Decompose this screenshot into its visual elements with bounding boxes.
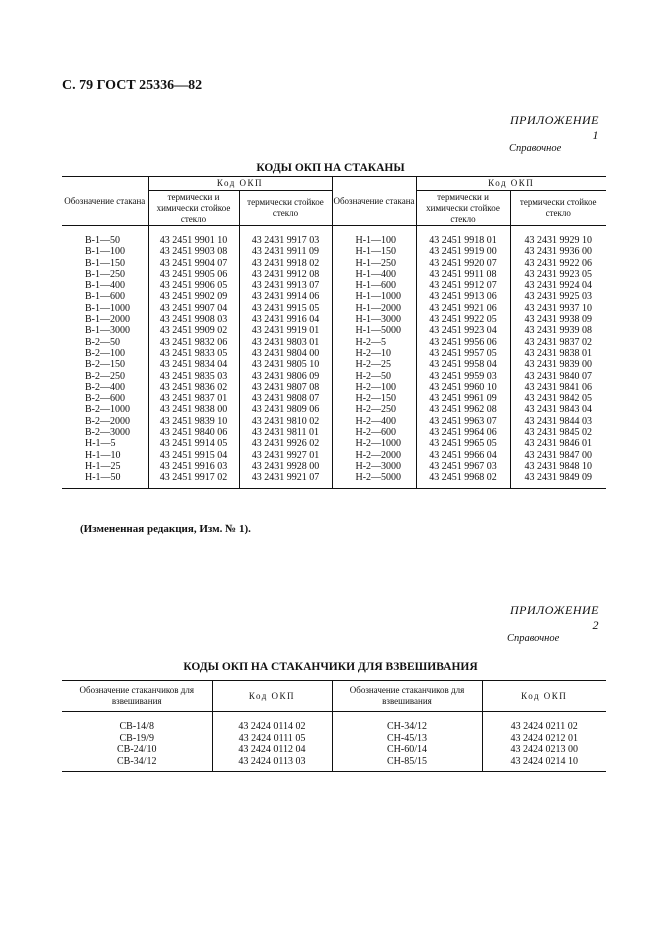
code-thermo-cell: 43 2431 9938 09 bbox=[524, 314, 592, 326]
code-thermo-cell: 43 2431 9849 09 bbox=[524, 472, 592, 484]
code-thermo-cell: 43 2431 9806 09 bbox=[239, 371, 332, 382]
designation-cell: СН-60/14 bbox=[332, 744, 482, 756]
code-thermo-cell: 43 2431 9841 06 bbox=[524, 381, 592, 393]
code-thermo-cell: 43 2431 9916 04 bbox=[239, 314, 332, 325]
code-thermo-chem-cell: 43 2451 9917 02 bbox=[148, 472, 239, 483]
designation-cell: В-2—150 bbox=[62, 359, 148, 370]
table-row bbox=[62, 359, 606, 370]
code-thermo-chem-cell: 43 2451 9834 04 bbox=[148, 359, 239, 370]
designation-cell: Н-1—100 bbox=[332, 235, 416, 246]
code-thermo-cell: 43 2431 9840 07 bbox=[524, 370, 592, 382]
designation-cell: Н-2—10 bbox=[332, 348, 416, 359]
code-thermo-chem-cell: 43 2451 9837 01 bbox=[148, 393, 239, 404]
code-cell: 43 2424 0113 03 bbox=[212, 756, 332, 768]
table-1-title: КОДЫ ОКП НА СТАКАНЫ bbox=[256, 162, 405, 174]
code-thermo-cell: 43 2431 9807 08 bbox=[239, 382, 332, 393]
code-thermo-cell: 43 2431 9808 07 bbox=[239, 393, 332, 404]
code-thermo-chem-cell: 43 2451 9913 06 bbox=[416, 291, 510, 302]
code-thermo-chem-cell: 43 2451 9964 06 bbox=[416, 427, 510, 438]
header-thermo-left: термически стойкое стекло bbox=[239, 191, 332, 226]
designation-cell: В-1—150 bbox=[62, 258, 148, 269]
designation-cell: СН-45/13 bbox=[332, 733, 482, 745]
code-thermo-chem-cell: 43 2451 9836 02 bbox=[148, 382, 239, 393]
designation-cell: СН-85/15 bbox=[332, 756, 482, 768]
table-row bbox=[62, 404, 606, 415]
header-kod-okp-left: Код ОКП bbox=[212, 681, 332, 712]
code-thermo-chem-cell: 43 2451 9909 02 bbox=[148, 325, 239, 336]
designation-cell: В-2—50 bbox=[62, 337, 148, 348]
designation-cell: Н-1—2000 bbox=[332, 303, 416, 314]
table-row bbox=[62, 450, 606, 461]
appendix-2-label bbox=[507, 603, 599, 644]
code-thermo-cell: 43 2431 9803 01 bbox=[239, 337, 332, 348]
code-thermo-cell: 43 2431 9915 05 bbox=[239, 303, 332, 314]
designation-cell: Н-2—50 bbox=[332, 371, 416, 382]
appendix-1-title: ПРИЛОЖЕНИЕ 1 bbox=[510, 113, 599, 142]
designation-cell: Н-2—3000 bbox=[332, 461, 416, 472]
designation-cell: Н-2—150 bbox=[332, 393, 416, 404]
code-thermo-chem-cell: 43 2451 9967 03 bbox=[416, 461, 510, 472]
table-weighing-bottles-okp bbox=[62, 680, 606, 772]
table-row bbox=[62, 756, 606, 768]
table-row bbox=[62, 416, 606, 427]
designation-cell: Н-1—150 bbox=[332, 246, 416, 257]
code-cell: 43 2424 0112 04 bbox=[212, 744, 332, 756]
designation-cell: Н-2—5000 bbox=[332, 472, 416, 483]
code-cell: 43 2424 0211 02 bbox=[510, 721, 578, 732]
amendment-note: (Измененная редакция, Изм. № 1). bbox=[80, 523, 251, 535]
code-cell: 43 2424 0213 00 bbox=[510, 744, 578, 755]
table-row bbox=[62, 246, 606, 257]
code-thermo-chem-cell: 43 2451 9961 09 bbox=[416, 393, 510, 404]
table-row bbox=[62, 303, 606, 314]
table-row bbox=[62, 314, 606, 325]
table-1-body bbox=[62, 226, 606, 489]
code-thermo-chem-cell: 43 2451 9966 04 bbox=[416, 450, 510, 461]
designation-cell: В-2—3000 bbox=[62, 427, 148, 438]
code-thermo-chem-cell: 43 2451 9960 10 bbox=[416, 382, 510, 393]
table-row bbox=[62, 280, 606, 291]
designation-cell: В-2—100 bbox=[62, 348, 148, 359]
code-thermo-chem-cell: 43 2451 9923 04 bbox=[416, 325, 510, 336]
code-thermo-chem-cell: 43 2451 9838 00 bbox=[148, 404, 239, 415]
table-row bbox=[62, 348, 606, 359]
code-thermo-chem-cell: 43 2451 9908 03 bbox=[148, 314, 239, 325]
table-row bbox=[62, 461, 606, 472]
appendix-2-subtitle: Справочное bbox=[507, 633, 560, 644]
code-thermo-cell: 43 2431 9837 02 bbox=[524, 336, 592, 348]
designation-cell: Н-1—50 bbox=[62, 472, 148, 483]
code-thermo-chem-cell: 43 2451 9915 04 bbox=[148, 450, 239, 461]
designation-cell: В-2—600 bbox=[62, 393, 148, 404]
code-cell: 43 2424 0114 02 bbox=[212, 721, 332, 733]
header-thermo-chem-right: термически и химически стойкое стекло bbox=[416, 191, 510, 226]
table-row bbox=[62, 472, 606, 483]
designation-cell: Н-2—25 bbox=[332, 359, 416, 370]
table-row bbox=[62, 235, 606, 246]
designation-cell: В-2—250 bbox=[62, 371, 148, 382]
code-thermo-cell: 43 2431 9805 10 bbox=[239, 359, 332, 370]
designation-cell: Н-2—250 bbox=[332, 404, 416, 415]
designation-cell: Н-1—600 bbox=[332, 280, 416, 291]
code-thermo-cell: 43 2431 9927 01 bbox=[239, 450, 332, 461]
code-thermo-chem-cell: 43 2451 9958 04 bbox=[416, 359, 510, 370]
code-cell: 43 2424 0212 01 bbox=[510, 732, 578, 744]
table-row bbox=[62, 721, 606, 733]
designation-cell: Н-2—2000 bbox=[332, 450, 416, 461]
designation-cell: Н-1—250 bbox=[332, 258, 416, 269]
table-row bbox=[62, 427, 606, 438]
code-thermo-cell: 43 2431 9847 00 bbox=[524, 449, 592, 461]
table-row bbox=[62, 325, 606, 336]
code-thermo-cell: 43 2431 9846 01 bbox=[524, 438, 592, 450]
code-thermo-cell: 43 2431 9804 00 bbox=[239, 348, 332, 359]
code-thermo-chem-cell: 43 2451 9959 03 bbox=[416, 371, 510, 382]
designation-cell: В-1—250 bbox=[62, 269, 148, 280]
code-thermo-cell: 43 2431 9928 00 bbox=[239, 461, 332, 472]
code-thermo-chem-cell: 43 2451 9920 07 bbox=[416, 258, 510, 269]
designation-cell: В-1—50 bbox=[62, 235, 148, 246]
code-thermo-chem-cell: 43 2451 9963 07 bbox=[416, 416, 510, 427]
code-thermo-cell: 43 2431 9842 05 bbox=[524, 393, 592, 405]
table-row bbox=[62, 258, 606, 269]
code-thermo-chem-cell: 43 2451 9903 08 bbox=[148, 246, 239, 257]
designation-cell: Н-1—3000 bbox=[332, 314, 416, 325]
designation-cell: В-2—400 bbox=[62, 382, 148, 393]
code-thermo-cell: 43 2431 9922 06 bbox=[524, 257, 592, 269]
designation-cell: Н-2—100 bbox=[332, 382, 416, 393]
designation-cell: Н-1—10 bbox=[62, 450, 148, 461]
designation-cell: СВ-24/10 bbox=[62, 744, 212, 756]
page-header: С. 79 ГОСТ 25336—82 bbox=[62, 78, 203, 93]
designation-cell: В-2—1000 bbox=[62, 404, 148, 415]
table-row bbox=[62, 382, 606, 393]
code-cell: 43 2424 0214 10 bbox=[510, 755, 578, 767]
designation-cell: Н-2—400 bbox=[332, 416, 416, 427]
header-kod-okp-right: Код ОКП bbox=[416, 177, 606, 191]
designation-cell: В-1—600 bbox=[62, 291, 148, 302]
header-kod-okp-right: Код ОКП bbox=[521, 690, 568, 701]
code-thermo-chem-cell: 43 2451 9957 05 bbox=[416, 348, 510, 359]
code-thermo-chem-cell: 43 2451 9914 05 bbox=[148, 438, 239, 449]
code-thermo-cell: 43 2431 9913 07 bbox=[239, 280, 332, 291]
code-thermo-chem-cell: 43 2451 9839 10 bbox=[148, 416, 239, 427]
code-thermo-cell: 43 2431 9848 10 bbox=[524, 460, 592, 472]
code-thermo-chem-cell: 43 2451 9912 07 bbox=[416, 280, 510, 291]
header-thermo-right: термически стойкое стекло bbox=[519, 197, 597, 218]
code-thermo-chem-cell: 43 2451 9833 05 bbox=[148, 348, 239, 359]
code-thermo-cell: 43 2431 9914 06 bbox=[239, 291, 332, 302]
designation-cell: Н-1—400 bbox=[332, 269, 416, 280]
code-thermo-cell: 43 2431 9923 05 bbox=[524, 268, 592, 280]
code-thermo-cell: 43 2431 9926 02 bbox=[239, 438, 332, 449]
code-thermo-cell: 43 2431 9921 07 bbox=[239, 472, 332, 483]
code-thermo-chem-cell: 43 2451 9840 06 bbox=[148, 427, 239, 438]
code-thermo-cell: 43 2431 9917 03 bbox=[239, 235, 332, 246]
designation-cell: В-1—400 bbox=[62, 280, 148, 291]
designation-cell: СВ-34/12 bbox=[62, 756, 212, 768]
appendix-2-title: ПРИЛОЖЕНИЕ 2 bbox=[510, 603, 599, 632]
code-cell: 43 2424 0111 05 bbox=[212, 733, 332, 745]
code-thermo-chem-cell: 43 2451 9922 05 bbox=[416, 314, 510, 325]
header-designation-left: Обозначение стаканчиков для взвешивания bbox=[62, 681, 212, 712]
table-2-body bbox=[62, 712, 606, 772]
code-thermo-chem-cell: 43 2451 9965 05 bbox=[416, 438, 510, 449]
designation-cell: В-1—100 bbox=[62, 246, 148, 257]
designation-cell: СВ-19/9 bbox=[62, 733, 212, 745]
code-thermo-chem-cell: 43 2451 9911 08 bbox=[416, 269, 510, 280]
code-thermo-cell: 43 2431 9939 08 bbox=[524, 325, 592, 337]
code-thermo-chem-cell: 43 2451 9921 06 bbox=[416, 303, 510, 314]
code-thermo-cell: 43 2431 9924 04 bbox=[524, 280, 592, 292]
designation-cell: Н-1—5000 bbox=[332, 325, 416, 336]
table-row bbox=[62, 291, 606, 302]
table-row bbox=[62, 393, 606, 404]
designation-cell: Н-2—1000 bbox=[332, 438, 416, 449]
code-thermo-cell: 43 2431 9811 01 bbox=[239, 427, 332, 438]
code-thermo-cell: 43 2431 9936 00 bbox=[524, 246, 592, 258]
code-thermo-chem-cell: 43 2451 9904 07 bbox=[148, 258, 239, 269]
header-thermo-chem-left: термически и химически стойкое стекло bbox=[148, 191, 239, 226]
code-thermo-chem-cell: 43 2451 9918 01 bbox=[416, 235, 510, 246]
designation-cell: Н-1—5 bbox=[62, 438, 148, 449]
code-thermo-cell: 43 2431 9918 02 bbox=[239, 258, 332, 269]
code-thermo-chem-cell: 43 2451 9902 09 bbox=[148, 291, 239, 302]
table-row bbox=[62, 371, 606, 382]
code-thermo-chem-cell: 43 2451 9919 00 bbox=[416, 246, 510, 257]
code-thermo-chem-cell: 43 2451 9835 03 bbox=[148, 371, 239, 382]
designation-cell: Н-1—25 bbox=[62, 461, 148, 472]
table-row bbox=[62, 438, 606, 449]
code-thermo-chem-cell: 43 2451 9916 03 bbox=[148, 461, 239, 472]
table-2-title: КОДЫ ОКП НА СТАКАНЧИКИ ДЛЯ ВЗВЕШИВАНИЯ bbox=[183, 661, 478, 673]
table-row bbox=[62, 269, 606, 280]
code-thermo-chem-cell: 43 2451 9962 08 bbox=[416, 404, 510, 415]
code-thermo-cell: 43 2431 9839 00 bbox=[524, 359, 592, 371]
designation-cell: Н-1—1000 bbox=[332, 291, 416, 302]
appendix-1-label bbox=[509, 113, 599, 154]
code-thermo-chem-cell: 43 2451 9907 04 bbox=[148, 303, 239, 314]
table-beakers-okp bbox=[62, 176, 606, 489]
code-thermo-chem-cell: 43 2451 9906 05 bbox=[148, 280, 239, 291]
code-thermo-cell: 43 2431 9919 01 bbox=[239, 325, 332, 336]
header-designation-left: Обозначение стакана bbox=[62, 177, 148, 226]
code-thermo-cell: 43 2431 9911 09 bbox=[239, 246, 332, 257]
code-thermo-cell: 43 2431 9845 02 bbox=[524, 427, 592, 439]
code-thermo-cell: 43 2431 9925 03 bbox=[524, 291, 592, 303]
code-thermo-cell: 43 2431 9929 10 bbox=[524, 235, 592, 246]
code-thermo-cell: 43 2431 9912 08 bbox=[239, 269, 332, 280]
designation-cell: В-1—1000 bbox=[62, 303, 148, 314]
designation-cell: В-2—2000 bbox=[62, 416, 148, 427]
designation-cell: Н-2—5 bbox=[332, 337, 416, 348]
code-thermo-cell: 43 2431 9843 04 bbox=[524, 404, 592, 416]
designation-cell: В-1—3000 bbox=[62, 325, 148, 336]
designation-cell: В-1—2000 bbox=[62, 314, 148, 325]
table-row bbox=[62, 733, 606, 745]
code-thermo-chem-cell: 43 2451 9968 02 bbox=[416, 472, 510, 483]
designation-cell: СВ-14/8 bbox=[62, 721, 212, 733]
appendix-1-subtitle: Справочное bbox=[509, 143, 562, 154]
designation-cell: СН-34/12 bbox=[332, 721, 482, 733]
code-thermo-chem-cell: 43 2451 9956 06 bbox=[416, 337, 510, 348]
code-thermo-chem-cell: 43 2451 9905 06 bbox=[148, 269, 239, 280]
designation-cell: Н-2—600 bbox=[332, 427, 416, 438]
code-thermo-cell: 43 2431 9844 03 bbox=[524, 415, 592, 427]
code-thermo-cell: 43 2431 9810 02 bbox=[239, 416, 332, 427]
code-thermo-cell: 43 2431 9937 10 bbox=[524, 302, 592, 314]
table-row bbox=[62, 744, 606, 756]
code-thermo-chem-cell: 43 2451 9832 06 bbox=[148, 337, 239, 348]
code-thermo-cell: 43 2431 9838 01 bbox=[524, 347, 592, 359]
header-designation-right: Обозначение стаканчиков для взвешивания bbox=[332, 681, 482, 712]
header-kod-okp-left: Код ОКП bbox=[148, 177, 332, 191]
header-designation-right: Обозначение стакана bbox=[332, 177, 416, 226]
code-thermo-cell: 43 2431 9809 06 bbox=[239, 404, 332, 415]
table-row bbox=[62, 337, 606, 348]
code-thermo-chem-cell: 43 2451 9901 10 bbox=[148, 235, 239, 246]
